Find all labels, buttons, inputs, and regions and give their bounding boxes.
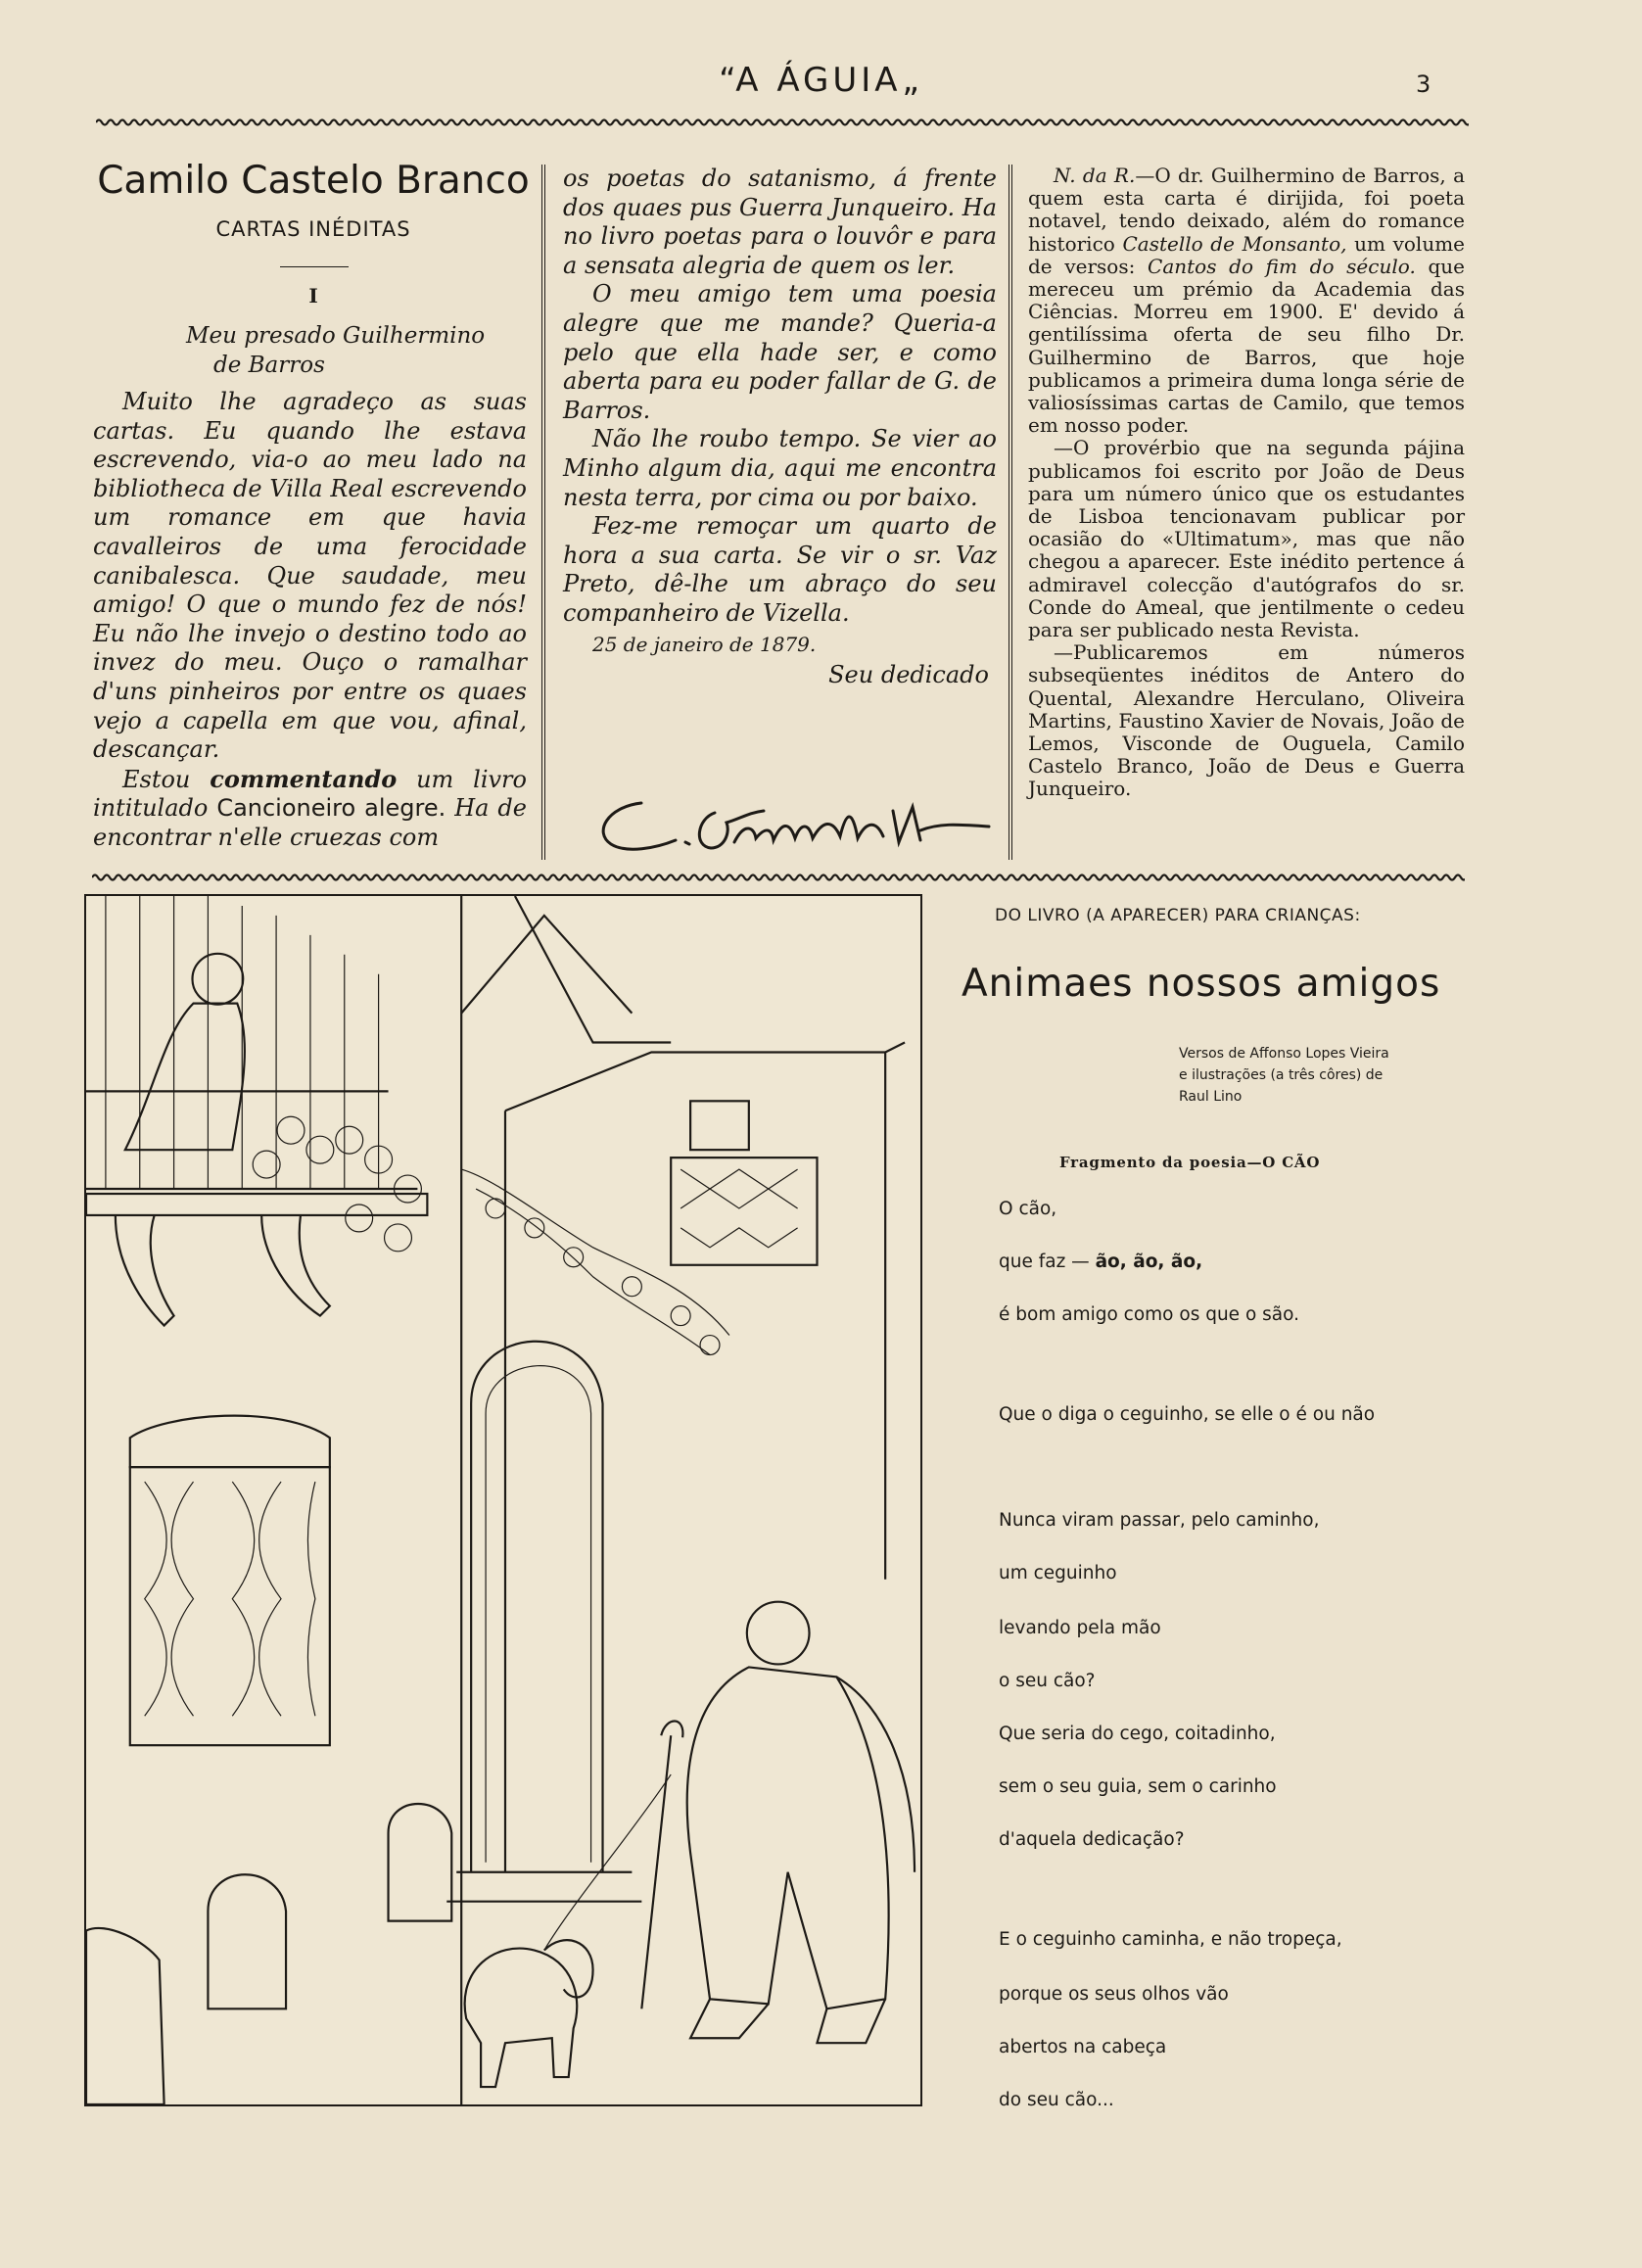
note-paragraph: —Publicaremos em números subseqüentes inéditos de Antero do Quental, Alexandre Herculano, Oliveira Martins, Faustino Xavier de Novais, João de Lemos, Visconde de Ouguela, Camilo Castelo Branco, João de Deus e Guerra Junqueiro.: [1028, 640, 1465, 801]
article-title: Camilo Castelo Branco: [97, 159, 530, 203]
poem-line: Nunca viram passar, pelo caminho,: [999, 1510, 1320, 1531]
article-subtitle: CARTAS INÉDITAS: [215, 217, 411, 241]
column-rule: [1009, 165, 1012, 860]
text-run: Ha de encontrar n'elle cruezas com: [93, 794, 527, 851]
street-scene-illustration: [84, 894, 922, 2106]
note-label: N. da R.: [1054, 164, 1136, 187]
book-reference: Cantos do fim do século.: [1148, 254, 1416, 278]
poem-line: o seu cão?: [999, 1671, 1096, 1691]
letter-column-1: [93, 388, 527, 853]
poem-line: O cão,: [999, 1199, 1057, 1219]
letter-numeral: I: [308, 284, 318, 307]
text-run: —O dr. Guilhermino de Barros, a quem esta carta é dirijida, foi poeta notavel, tendo deixado, além do romance historico: [1028, 164, 1465, 256]
letter-paragraph: os poetas do satanismo, á frente dos quaes pus Guerra Junqueiro. Ha no livro poetas para o louvôr e para a sensata alegria de quem os ler.: [563, 165, 997, 279]
poem-line: Que seria do cego, coitadinho,: [999, 1724, 1276, 1744]
text-run: Estou: [122, 765, 191, 793]
note-paragraph: [1028, 165, 1465, 437]
letter-paragraph: Fez-me remoçar um quarto de hora a sua carta. Se vir o sr. Vaz Preto, dê-lhe um abraço do seu companheiro de Vizella.: [563, 512, 997, 627]
editor-note: [1028, 165, 1465, 801]
letter-column-2: [563, 165, 997, 690]
letter-paragraph: Não lhe roubo tempo. Se vier ao Minho algum dia, aqui me encontra nesta terra, por cima ou por baixo.: [563, 425, 997, 511]
poem-line: E o ceguinho caminha, e não tropeça,: [999, 1929, 1342, 1950]
poem-line: abertos na cabeça: [999, 2037, 1167, 2057]
salutation-line-1: Meu presado Guilhermino: [186, 323, 486, 349]
poem-line: levando pela mão: [999, 1618, 1161, 1638]
letter-paragraph: Muito lhe agradeço as suas cartas. Eu quando lhe estava escrevendo, via-o ao meu lado na bibliotheca de Villa Real escrevendo um romance em que havia cavalleiros de uma ferocidade canibalesca. Que saudade, meu amigo! O que o mundo fez de nós! Eu não lhe invejo o destino todo ao invez do meu. Ouço o ramalhar d'uns pinheiros por entre os quaes vejo a capella em que vou, afinal, descançar.: [93, 388, 527, 764]
book-title: Animaes nossos amigos: [962, 962, 1441, 1006]
page-number: 3: [1416, 71, 1431, 98]
poem-line: Que o diga o ceguinho, se elle o é ou não: [999, 1404, 1376, 1425]
credits-line: Versos de Affonso Lopes Vieira: [1179, 1046, 1389, 1062]
bold-text-run: ão, ão, ão,: [1095, 1252, 1203, 1272]
salutation-line-2: de Barros: [213, 353, 325, 378]
poem-line: porque os seus olhos vão: [999, 1984, 1229, 2005]
title-divider: [280, 266, 349, 267]
poem-line: um ceguinho: [999, 1563, 1117, 1583]
section-wavy-rule: [92, 871, 1465, 884]
poem-line: [999, 1252, 1202, 1272]
text-run: um volume de versos:: [1028, 231, 1466, 278]
book-reference: Cancioneiro alegre.: [216, 794, 446, 823]
running-title: “A ÁGUIA„: [719, 61, 923, 100]
note-paragraph: —O provérbio que na segunda pájina publicamos foi escrito por João de Deus para um número único que os estudantes de Lisboa tencionavam publicar por ocasião do «Ultimatum», mas que não chegou a aparecer. Este inédito pertence á admiravel colecção d'autógrafos do sr. Conde do Ameal, que jentilmente o cedeu para ser publicado nesta Revista.: [1028, 436, 1465, 642]
text-run: que faz —: [999, 1252, 1090, 1272]
poem-line: é bom amigo como os que o são.: [999, 1304, 1299, 1325]
credits-line: Raul Lino: [1179, 1089, 1243, 1105]
book-credits: [1179, 1043, 1473, 1108]
letter-date: 25 de janeiro de 1879.: [592, 632, 817, 656]
header-wavy-rule: [96, 116, 1469, 129]
letter-paragraph: [93, 765, 527, 853]
poem-line: sem o seu guia, sem o carinho: [999, 1776, 1277, 1797]
text-run: um livro intitulado: [93, 765, 527, 823]
signature-image: [587, 783, 999, 862]
column-rule: [541, 165, 545, 860]
letter-paragraph: O meu amigo tem uma poesia alegre que me mande? Queria-a pelo que ella hade ser, e como aberta para eu poder fallar de G. de Barros.: [563, 280, 997, 424]
poem-line: d'aquela dedicação?: [999, 1829, 1185, 1850]
credits-line: e ilustrações (a três côres) de: [1179, 1067, 1384, 1083]
book-reference: Castello de Monsanto,: [1122, 231, 1347, 256]
book-kicker: DO LIVRO (A APARECER) PARA CRIANÇAS:: [995, 906, 1361, 925]
fragment-heading: Fragmento da poesia—O CÃO: [1059, 1154, 1321, 1171]
poem-line: do seu cão...: [999, 2090, 1114, 2110]
bold-text-run: commentando: [210, 764, 398, 793]
letter-salutation: [186, 321, 529, 380]
letter-closing: Seu dedicado: [828, 661, 989, 689]
text-run: que mereceu um prémio da Academia das Ciências. Morreu em 1900. E' devido á gentilíssima oferta de seu filho Dr. Guilhermino de Barros, que hoje publicamos a primeira duma longa série de valiosíssimas cartas de Camilo, que temos em nosso poder.: [1028, 254, 1466, 438]
